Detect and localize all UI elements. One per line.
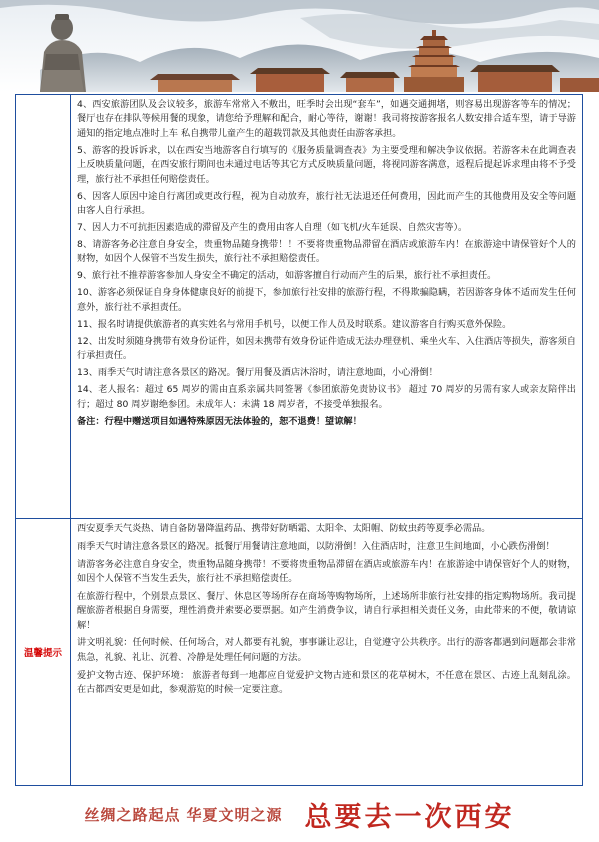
- term-item: 9、旅行社不推荐游客参加人身安全不确定的活动，如游客擅自行动而产生的后果，旅行社不承担责任。: [77, 270, 497, 282]
- terms-row: [16, 95, 582, 519]
- tips-row: [16, 519, 582, 785]
- term-item: 11、报名时请提供旅游者的真实姓名与常用手机号，以便工作人员及时联系。建议游客自行购买意外保险。: [77, 318, 512, 330]
- xian-landscape-illustration: [0, 0, 599, 92]
- slogan-civilization: 华夏文明之源: [186, 805, 283, 824]
- term-item: 4、西安旅游团队及会议较多，旅游车常常入不敷出，旺季时会出现“套车”，如遇交通拥堵，则容易出现游客等车的情况；餐厅也存在排队等候用餐的现象，请您给予理解和配合，耐心等待，谢谢！我司将按游客报名人数安排合适车型，请于导游通知的指定地点准时上车 私自携带儿童产生的超载罚款及其他责任由游客承担。: [77, 99, 576, 139]
- slogan-main: 总要去一次西安: [304, 801, 515, 833]
- term-item: 6、因客人原因中途自行离团或更改行程，视为自动放弃，旅行社无法退还任何费用，因此而产生的其他费用及安全等问题由客人自行承担。: [77, 190, 576, 217]
- term-item: 10、游客必须保证自身身体健康良好的前提下，参加旅行社安排的旅游行程，不得欺骗隐瞒，若因游客身体不适而发生任何意外，旅行社不承担责任。: [77, 287, 576, 313]
- tips-content: [71, 519, 582, 785]
- header-banner: [0, 0, 599, 92]
- term-item: 7、因人力不可抗拒因素造成的滞留及产生的费用由客人自理（如飞机/火车延误、自然灾害等）。: [77, 222, 468, 234]
- tip-item: 在旅游行程中，个别景点景区、餐厅、休息区等场所存在商场等购物场所，上述场所非旅行社安排的指定购物场所。我司提醒旅游者根据自身需要，理性消费并索要必要票据。如产生消费争议，请自行承担相关责任义务，由此带来的不便，敬请谅解！: [77, 590, 576, 631]
- tips-side-cell: [16, 519, 71, 785]
- term-item: 5、游客的投诉诉求，以在西安当地游客自行填写的《服务质量调查表》为主要受理和解决争议依据。若游客未在此调查表上反映质量问题，在西安旅行期间也未通过电话等其它方式反映质量问题，将视同游客满意，返程后提起诉求理由将不予受理，旅行社不承担任何赔偿责任。: [77, 144, 576, 185]
- footer-slogan: [0, 786, 599, 842]
- slogan-silk-road: 丝绸之路起点: [84, 805, 181, 824]
- tip-item: 爱护文物古迹、保护环境： 旅游者每到一地都应自觉爱护文物古迹和景区的花草树木，不任意在景区、古迹上乱刻乱涂。在古都西安更是如此，参观游览的时候一定要注意。: [77, 669, 576, 696]
- term-item: 13、雨季天气时请注意各景区的路况。餐厅用餐及酒店沐浴时，请注意地面，小心滑倒！: [77, 367, 438, 379]
- tip-item: 讲文明礼貌：任何时候、任何场合，对人都要有礼貌，事事谦让忍让，自觉遵守公共秩序。出行的游客都遇到问题都会非常焦急，礼貌、礼让、沉着、冷静是处理任何问题的方法。: [77, 637, 576, 663]
- itinerary-terms-table: [15, 94, 583, 786]
- tip-item: 西安夏季天气炎热、请自备防暑降温药品、携带好防晒霜、太阳伞、太阳帽、防蚊虫药等夏季必需品。: [77, 523, 491, 534]
- terms-side-cell: [16, 95, 71, 518]
- note-bold: 备注：行程中赠送项目如遇特殊原因无法体验的，恕不退费！望谅解！: [77, 415, 362, 427]
- tip-item: 雨季天气时请注意各景区的路况。抵餐厅用餐请注意地面，以防滑倒！入住酒店时，注意卫生间地面，小心跌伤滑倒！: [77, 540, 555, 552]
- term-item: 12、出发时须随身携带有效身份证件，如因未携带有效身份证件造成无法办理登机、乘坐火车、入住酒店等损失，游客须自行承担责任。: [77, 335, 576, 362]
- tip-item: 请游客务必注意自身安全，贵重物品随身携带！不要将贵重物品滞留在酒店或旅游车内！在旅游途中请保管好个人的财物，如因个人保管不当发生丢失，旅行社不承担赔偿责任。: [77, 558, 576, 584]
- tips-label: 温馨提示: [23, 648, 62, 659]
- term-item: 8、请游客务必注意自身安全，贵重物品随身携带！！不要将贵重物品滞留在酒店或旅游车内！在旅游途中请保管好个人的财物，如因个人保管不当发生损失，旅行社不承担赔偿责任。: [77, 239, 576, 265]
- term-item: 14、老人报名：超过 65 周岁的需由直系亲属共同签署《参团旅游免责协议书》 超过 70 周岁的另需有家人或亲友陪伴出行；超过 80 周岁谢绝参团。未成年人：未满 18 周岁者，不接受单独报名。: [77, 384, 576, 410]
- terms-content: [71, 95, 582, 518]
